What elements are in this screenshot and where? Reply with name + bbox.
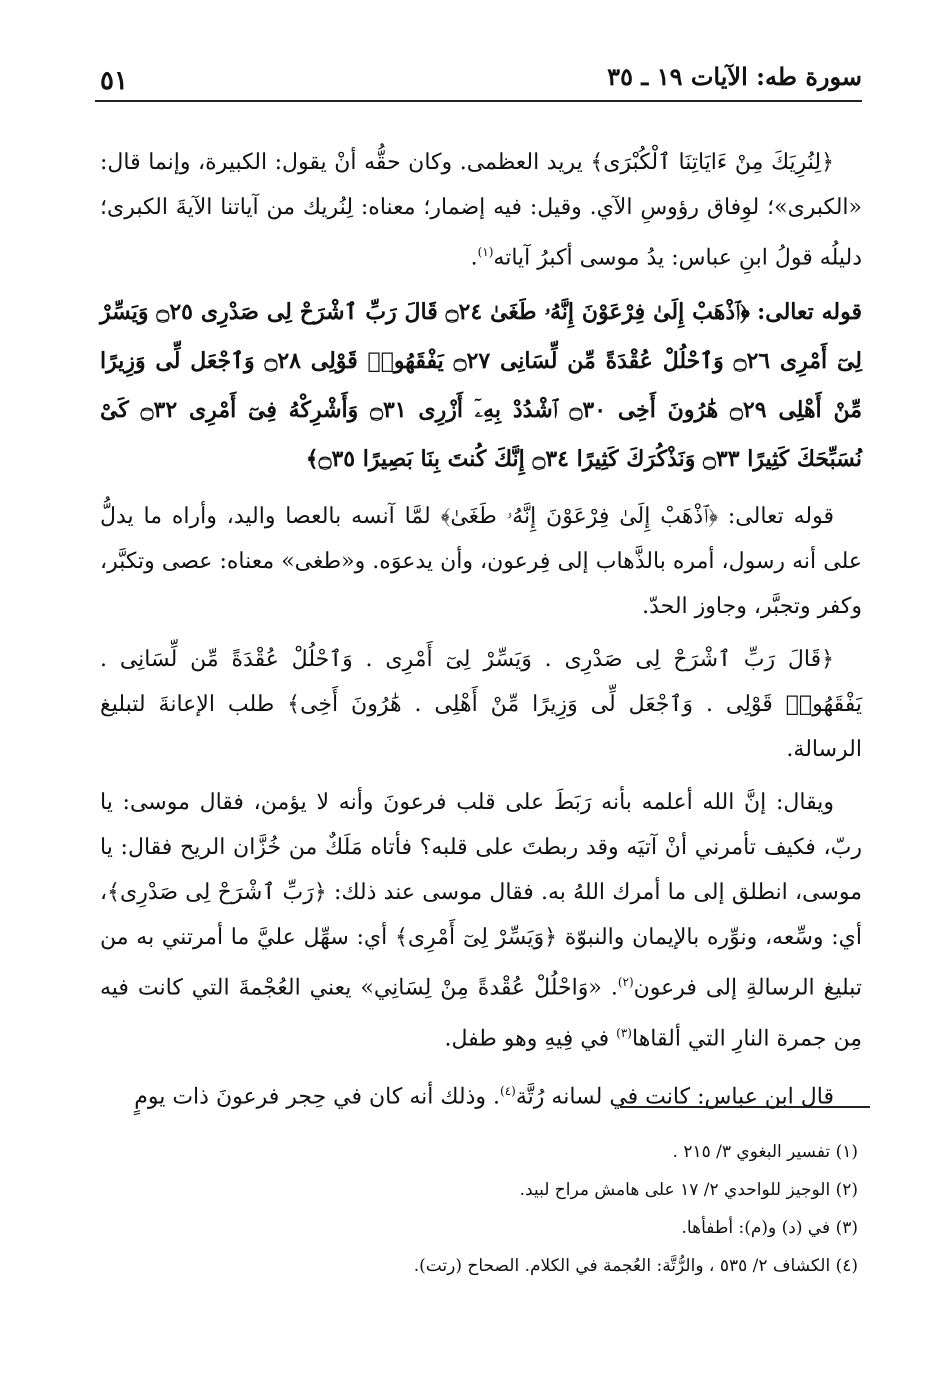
footnote-ref-2: (٢) (617, 975, 634, 990)
paragraph-3-text: ﴿قَالَ رَبِّ ٱشْرَحْ لِى صَدْرِى . وَيَسِّرْ لِىٓ أَمْرِى . وَٱحْلُلْ عُقْدَةً مِّن لِّسَانِى . يَفْقَهُوا۟ قَوْلِى . وَٱجْعَل لِّى وَزِيرًا مِّنْ أَهْلِى . هَٰرُونَ أَخِى﴾ طلب الإعانةَ لتبليغ الرسالة. (100, 647, 862, 763)
paragraph-5-text-a: قال ابن عباس: كانت في لسانه رُتَّة (515, 1084, 834, 1110)
paragraph-4-text-c: في فِيهِ وهو طفل. (444, 1025, 617, 1051)
footnotes (100, 1142, 858, 1294)
paragraph-4 (100, 780, 862, 1061)
footnote-ref-1: (١) (477, 245, 494, 259)
paragraph-4-text-b: . «وَاحْلُلْ عُقْدةً مِنْ لِسَانِي» يعني العُجْمةَ التي كانت فيه مِن جمرة النارِ التي ألقاها (100, 975, 862, 1051)
footnote-3: (٣) في (د) و(م): أطفأها. (681, 1218, 858, 1238)
footnote-ref-3: (٣) (616, 1025, 632, 1040)
footnote-divider (620, 1106, 870, 1108)
paragraph-2 (100, 494, 862, 629)
footnote-1: (١) تفسير البغوي ٣/ ٢١٥ . (672, 1142, 858, 1162)
main-text (100, 140, 862, 1127)
paragraph-1-text: ﴿لِنُرِيَكَ مِنْ ءَايَاتِنَا ٱلْكُبْرَى﴾ يريد العظمى. وكان حقُّه أنْ يقول: الكبيرة، وإنما قال: «الكبرى»؛ لوِفاق رؤوسِ الآي. وقيل: فيه إضمار؛ معناه: لِنُريك من آياتنا الآيةَ الكبرى؛ دليلُه قولُ ابنِ عباس: يدُ موسى أكبرُ آياته (100, 150, 862, 271)
paragraph-3 (100, 637, 862, 772)
quran-verses: ﴿ٱذْهَبْ إِلَىٰ فِرْعَوْنَ إِنَّهُۥ طَغَىٰ ۝٢٤ قَالَ رَبِّ ٱشْرَحْ لِى صَدْرِى ۝٢٥ وَيَسِّرْ لِىٓ أَمْرِى ۝٢٦ وَٱحْلُلْ عُقْدَةً مِّن لِّسَانِى ۝٢٧ يَفْقَهُوا۟ قَوْلِى ۝٢٨ وَٱجْعَل لِّى وَزِيرًا مِّنْ أَهْلِى ۝٢٩ هَٰرُونَ أَخِى ۝٣٠ ٱشْدُدْ بِهِۦٓ أَزْرِى ۝٣١ وَأَشْرِكْهُ فِىٓ أَمْرِى ۝٣٢ كَىْ نُسَبِّحَكَ كَثِيرًا ۝٣٣ وَنَذْكُرَكَ كَثِيرًا ۝٣٤ إِنَّكَ كُنتَ بِنَا بَصِيرًا ۝٣٥﴾ (100, 299, 863, 473)
paragraph-5 (100, 1069, 862, 1119)
paragraph-2-text: قوله تعالى: ﴿ٱذْهَبْ إِلَىٰ فِرْعَوْنَ إِنَّهُۥ طَغَىٰ﴾ لمَّا آنسه بالعصا واليد، وأراه ما يدلُّ على أنه رسول، أمره بالذَّهاب إلى فِرعون، وأن يدعوَه. و«طغى» معناه: عصى وتكبَّر، وكفر وتجبَّر، وجاوز الحدّ. (100, 504, 862, 620)
paragraph-4-text-a: ويقال: إنَّ الله أعلمه بأنه رَبَطَ على قلب فرعونَ وأنه لا يؤمن، فقال موسى: يا ربّ، فكيف تأمرني أنْ آتيَه وقد ربطتَ على قلبه؟ فأتاه مَلَكٌ من خُزَّان الريح فقال: يا موسى، انطلق إلى ما أمرك اللهُ به. فقال موسى عند ذلك: ﴿رَبِّ ٱشْرَحْ لِى صَدْرِى﴾، أي: وسِّعه، ونوِّره بالإيمان والنبوّة ﴿وَيَسِّرْ لِىٓ أَمْرِى﴾ أي: سهِّل عليَّ ما أمرتني به من تبليغ الرسالةِ إلى فرعون (100, 790, 862, 1001)
running-header-title: سورة طه: الآيات ١٩ ـ ٣٥ (607, 62, 862, 91)
page-number: ٥١ (100, 66, 128, 96)
paragraph-1-end: . (470, 245, 478, 271)
footnote-4: (٤) الكشاف ٢/ ٥٣٥ ، والرُّتَّة: العُجمة في الكلام. الصحاح (رتت). (413, 1256, 858, 1276)
verse-label: قوله تعالى: (757, 299, 863, 326)
paragraph-1 (100, 140, 862, 280)
verse-block (100, 288, 862, 484)
footnote-ref-4: (٤) (500, 1083, 516, 1098)
header-divider (95, 100, 862, 102)
footnote-2: (٢) الوجيز للواحدي ٢/ ١٧ على هامش مراح لبيد. (519, 1180, 858, 1200)
page-header (95, 60, 862, 100)
paragraph-5-text-b: . وذلك أنه كان في حِجر فرعونَ ذات يومٍ (134, 1084, 501, 1110)
